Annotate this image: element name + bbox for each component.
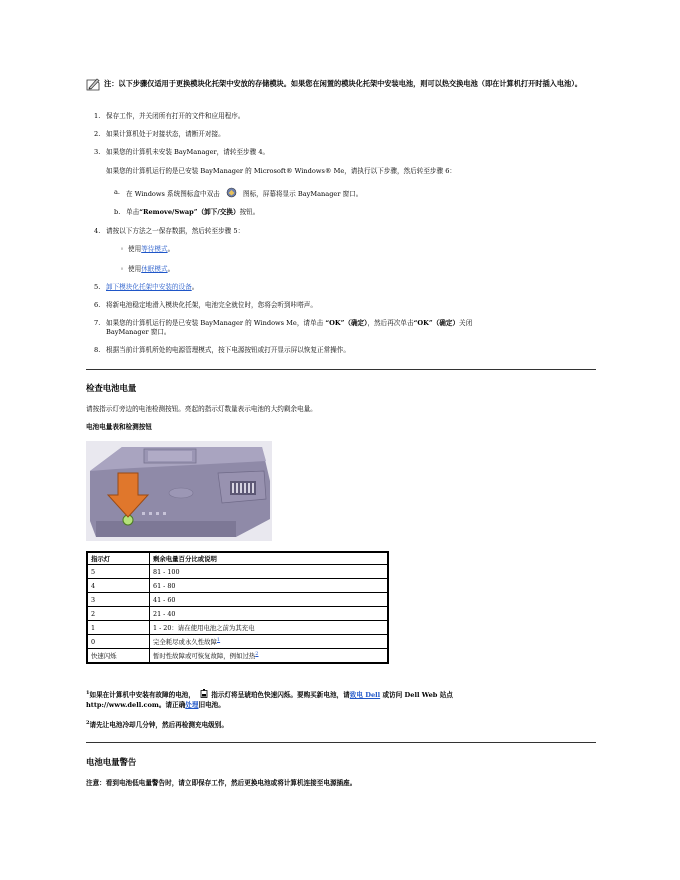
footnote-2-link[interactable]: 2 (255, 650, 259, 657)
battery-gauge-image (86, 441, 272, 541)
divider (86, 369, 596, 370)
footnote-text: 请先让电池冷却几分钟，然后再检测充电级别。 (89, 721, 228, 729)
table-cell: 5 (87, 565, 150, 579)
step-text (106, 318, 576, 328)
note-pencil-icon (86, 78, 101, 91)
footnote-text: http://www.dell.com。请正确 (86, 701, 186, 710)
substep-text-before: 单击 (126, 208, 140, 216)
step-text-line2: BayManager 窗口。 (106, 328, 171, 336)
step-text: 保存工作，并关闭所有打开的文件和应用程序。 (106, 112, 245, 120)
ok-label: “OK”（确定） (413, 319, 460, 327)
table-cell: 4 (87, 579, 150, 593)
baymanager-tray-icon[interactable] (226, 187, 237, 198)
footnote-1-link[interactable]: 1 (216, 636, 221, 643)
bullet-text (128, 244, 174, 254)
substep-text (126, 187, 362, 199)
table-header-row (87, 552, 388, 565)
figure-caption: 电池电量表和检测按钮 (86, 423, 152, 431)
table-cell: 0 (87, 635, 150, 649)
step-text: 将新电池稳定地滑入模块化托架，电池完全就位时，您将会听到咔嗒声。 (106, 301, 317, 309)
step-text: 请按以下方法之一保存数据，然后转至步骤 5： (106, 227, 245, 235)
remove-swap-label: “Remove/Swap”（卸下/交换） (139, 208, 240, 216)
step-text-after: 。 (191, 283, 199, 291)
table-cell-text: 完全耗尽或永久性故障 (153, 638, 217, 647)
table-row (87, 607, 388, 621)
substep-number: a. (114, 188, 121, 196)
substep-text-after: 图标，屏幕将显示 BayManager 窗口。 (243, 190, 363, 198)
step-number: 1. (94, 112, 101, 120)
table-cell: 快速闪烁 (87, 649, 150, 664)
remove-module-device-link[interactable]: 卸下模块化托架中安装的设备 (106, 283, 192, 291)
bullet: ◦ (120, 245, 124, 253)
notice-text: 注意：看到电池低电量警告时，请立即保存工作，然后更换电池或将计算机连接至电源插座。 (86, 779, 357, 787)
table-row (87, 621, 388, 635)
substep-text (126, 207, 259, 217)
indicator-table (86, 551, 389, 664)
step-number: 6. (94, 301, 101, 309)
section-intro: 请按指示灯旁边的电池检测按钮。亮起的指示灯数量表示电池的大约剩余电量。 (86, 405, 317, 413)
step-text-mid: ，然后再次单击 (367, 319, 414, 327)
contact-dell-link[interactable]: 致电 Dell (349, 691, 381, 700)
step-text (106, 282, 198, 292)
bullet-text (128, 264, 174, 274)
divider (86, 742, 596, 743)
bullet: ◦ (120, 265, 124, 273)
substep-text-after: 按钮。 (239, 208, 260, 216)
step-text: 根据当前计算机所处的电源管理模式，按下电源按钮或打开显示屏以恢复正常操作。 (106, 346, 350, 354)
table-cell (150, 635, 389, 649)
ok-label: “OK”（确定） (325, 319, 368, 327)
table-cell: 21 - 40 (150, 607, 389, 621)
section-title: 检查电池电量 (86, 383, 137, 393)
table-cell-text: 暂时性故障或可恢复故障，例如过热 (153, 652, 256, 661)
table-cell: 41 - 60 (150, 593, 389, 607)
table-cell: 2 (87, 607, 150, 621)
footnote-number: 2 (86, 719, 90, 726)
step-number: 3. (94, 148, 101, 156)
note-text: 注：以下步骤仅适用于更换模块化托架中安放的存储模块。如果您在闲置的模块化托架中安装电池，则可以热交换电池（即在计算机打开时插入电池）。 (104, 79, 582, 88)
section-title: 电池电量警告 (86, 757, 137, 767)
table-cell (150, 649, 389, 664)
table-cell: 81 - 100 (150, 565, 389, 579)
table-cell: 1 - 20：请在使用电池之前为其充电 (150, 621, 389, 635)
step-text: 如果您的计算机运行的是已安装 BayManager 的 Microsoft® Windows® Me，请执行以下步骤，然后转至步骤 6： (106, 167, 457, 175)
step-text-before: 如果您的计算机运行的是已安装 BayManager 的 Windows Me，请单击 (106, 319, 324, 327)
table-header: 指示灯 (87, 552, 150, 565)
footnote-number: 1 (86, 690, 90, 696)
dispose-link[interactable]: 处理 (185, 701, 199, 710)
bullet-text-after: 。 (167, 245, 175, 253)
bullet-text-after: 。 (167, 265, 175, 273)
battery-indicator-icon (200, 689, 208, 698)
step-number: 4. (94, 227, 101, 235)
table-row (87, 649, 388, 664)
step-text: 如果您的计算机未安装 BayManager，请转至步骤 4。 (106, 148, 270, 156)
bullet-text-before: 使用 (128, 245, 142, 253)
table-row (87, 593, 388, 607)
footnote-1 (86, 688, 586, 710)
table-cell: 1 (87, 621, 150, 635)
footnote-text: 或访问 Dell Web 站点 (382, 691, 453, 700)
footnote-text: 指示灯将呈琥珀色快速闪烁。要购买新电池，请 (211, 691, 350, 700)
footnote-text: 如果在计算机中安装有故障的电池， (89, 691, 195, 700)
table-row (87, 579, 388, 593)
table-cell: 61 - 80 (150, 579, 389, 593)
step-text-after: 关闭 (459, 319, 473, 327)
bullet-text-before: 使用 (128, 265, 142, 273)
footnote-text: 旧电池。 (198, 701, 225, 710)
step-number: 7. (94, 319, 101, 327)
table-row (87, 565, 388, 579)
standby-mode-link[interactable]: 等待模式 (141, 245, 168, 253)
hibernate-mode-link[interactable]: 休眠模式 (141, 265, 168, 273)
step-number: 8. (94, 346, 101, 354)
note-block (88, 78, 598, 89)
step-number: 2. (94, 130, 101, 138)
substep-text-before: 在 Windows 系统图标盒中双击 (126, 190, 220, 198)
table-header: 剩余电量百分比或说明 (150, 552, 389, 565)
substep-number: b. (114, 208, 121, 216)
step-number: 5. (94, 283, 101, 291)
footnote-2 (86, 719, 228, 729)
table-cell: 3 (87, 593, 150, 607)
table-row (87, 635, 388, 649)
step-text: 如果计算机处于对接状态，请断开对接。 (106, 130, 225, 138)
